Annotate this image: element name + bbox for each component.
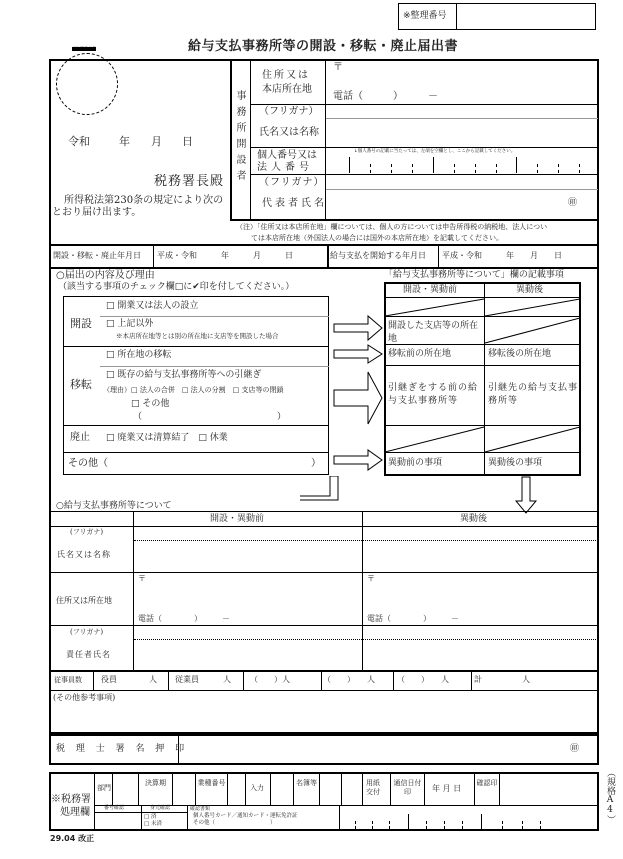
receipt-stamp-label: 税務署受付印 (72, 46, 96, 51)
dates-label2: 給与支払を開始する年月日 (330, 251, 426, 260)
checkbox-business-start[interactable]: □ 開業又は法人の設立 (106, 301, 199, 311)
checkbox-succession[interactable]: □ 既存の給与支払事務所等への引継ぎ (106, 370, 262, 380)
other-notes-label: (その他参考事項) (53, 693, 116, 702)
identity-done-checkbox[interactable]: □ 済 (144, 814, 157, 820)
arrow-right-icon (334, 372, 382, 424)
arrow-down-bend-icon (300, 476, 338, 516)
office-use-col-confirm: 確認印 (476, 779, 498, 787)
number-label-line1: 個人番号又は (257, 150, 317, 161)
revision-label: 29.04 改正 (50, 834, 95, 843)
office-use-col-fiscal: 決算期 (145, 779, 166, 787)
arrow-right-icon (334, 450, 382, 470)
group-other-close: ） (311, 458, 321, 469)
reason-arrows (330, 310, 386, 480)
manager-name-label: 責任者氏名 (66, 650, 111, 659)
office-number-field[interactable] (340, 806, 598, 830)
reason-heading: ○届出の内容及び理由 (56, 270, 155, 281)
employees-custom-1[interactable]: （ ）人 (250, 675, 290, 684)
reason-instruction: （該当する事項のチェック欄□に✔印を付してください。） (58, 282, 295, 292)
group-move-label: 移転 (70, 378, 92, 391)
address-label-line2: 本店所在地 (262, 84, 312, 95)
identity-check-label: 身元確認 (150, 805, 171, 811)
entry-before-1: 開設した支店等の所在地 (388, 321, 479, 344)
checkbox-move-other[interactable]: □ その他 (131, 399, 170, 409)
dates-value1[interactable]: 平成・令和 年 月 日 (157, 251, 293, 260)
postal-mark: 〒 (333, 62, 343, 73)
reference-number-field[interactable] (458, 4, 594, 29)
applicant-phone: 電話（ ） － (333, 91, 438, 102)
docs-line1: 個人番号カード／通知カード・運転免許証 (193, 813, 298, 819)
address-label-line1: 住所又は (262, 70, 310, 81)
office-use-col-postmark: 通信日付印 (393, 779, 422, 796)
group-open-note: ※本店所在地等とは別の所在地に支店等を開設した場合 (116, 332, 279, 340)
office-use-col-date: 年 月 日 (432, 784, 462, 793)
office-phone-after: 電話（ ） － (367, 614, 459, 623)
checkbox-closure[interactable]: □ 廃業又は清算結了 □ 休業 (106, 433, 228, 443)
move-reason-options[interactable]: （理由）□ 法人の合併 □ 法人の分割 □ 支店等の閉鎖 (103, 386, 284, 394)
office-col-after: 異動後 (460, 514, 488, 524)
other-reason-field[interactable] (120, 454, 310, 474)
dates-value2[interactable]: 平成・令和 年 月 日 (442, 251, 562, 260)
office-use-col-dept: 部門 (97, 784, 111, 792)
addressee: 税務署長殿 (154, 174, 225, 189)
group-other-label: その他（ (68, 458, 108, 469)
identity-not-done-checkbox[interactable]: □ 未済 (144, 821, 162, 827)
employees-label: 従事員数 (54, 676, 82, 684)
date-month: 月 (151, 135, 162, 148)
name-label: 氏名又は名称 (259, 127, 319, 138)
office-postal-after: 〒 (367, 574, 375, 583)
checkbox-other-than-above[interactable]: □ 上記以外 (106, 319, 154, 329)
applicant-note-line1: （注）「住所又は本店所在地」欄については、個人の方については申告所得税の納税地、法人につい (236, 223, 548, 231)
arrow-down-icon (516, 477, 536, 513)
office-use-col-form: 用紙交付 (366, 779, 380, 796)
group-open-label: 開設 (70, 317, 92, 330)
employees-staff[interactable]: 従業員 人 (175, 675, 231, 684)
paper-size-label: （規格A4） (605, 768, 615, 824)
applicant-note-line2: ては本店所在地（外国法人の場合には国外の本店所在地）を記載してください。 (251, 234, 503, 242)
group-close-label: 廃止 (70, 432, 90, 443)
individual-number-field[interactable] (326, 148, 598, 174)
employees-total[interactable]: 計 人 (474, 675, 530, 684)
office-phone-before: 電話（ ） － (138, 614, 230, 623)
office-address-before-field[interactable] (134, 573, 362, 625)
date-day: 日 (182, 135, 193, 148)
office-use-col-registry: 名簿等 (296, 779, 317, 787)
office-name-before-field[interactable] (134, 527, 362, 572)
employees-custom-2[interactable]: （ ） 人 (323, 675, 375, 684)
office-heading: ○給与支払事務所等について (56, 501, 172, 511)
reference-number-box (398, 3, 596, 30)
applicant-name-field[interactable] (326, 105, 598, 147)
office-use-label-line2: 処理欄 (60, 807, 90, 818)
arrow-right-icon (334, 316, 382, 340)
checkbox-relocation[interactable]: □ 所在地の移転 (106, 350, 172, 360)
statement-line2: とおり届け出ます。 (52, 207, 142, 218)
move-other-paren[interactable]: （ ） (133, 412, 287, 422)
docs-label: 確認書類 (190, 806, 211, 812)
date-era: 令和 (68, 135, 90, 148)
date-year: 年 (119, 135, 130, 148)
office-furigana-label: (フリガナ) (70, 528, 104, 536)
docs-line2: その他（ ） (193, 820, 276, 826)
applicant-address-field[interactable] (326, 60, 598, 104)
other-notes-field[interactable] (51, 704, 597, 732)
manager-before-field[interactable] (134, 626, 362, 670)
office-name-label: 氏名又は名称 (57, 550, 111, 559)
furigana-label: （フリガナ） (259, 106, 319, 117)
office-use-col-input: 入力 (250, 784, 264, 792)
entries-heading: 「給与支払事務所等について」欄の記載事項 (384, 270, 564, 280)
manager-furigana-label: (フリガナ) (70, 628, 104, 636)
office-address-label: 住所又は所在地 (56, 596, 112, 605)
arrow-right-icon (334, 345, 382, 363)
office-postal-before: 〒 (138, 574, 146, 583)
representative-name-field[interactable] (326, 175, 598, 220)
entry-before-5: 異動前の事項 (388, 458, 443, 468)
office-name-after-field[interactable] (363, 527, 598, 572)
tax-accountant-seal-icon: ㊞ (570, 744, 580, 754)
entry-before-2: 移転前の所在地 (388, 349, 452, 359)
entry-after-3: 引継先の給与支払事務所等 (488, 383, 579, 406)
tax-accountant-label: 税 理 士 署 名 押 印 (56, 744, 189, 754)
dates-label1: 開設・移転・廃止年月日 (53, 251, 141, 260)
entries-col-after: 異動後 (516, 285, 544, 295)
office-address-after-field[interactable] (363, 573, 598, 625)
entry-after-5: 異動後の事項 (488, 458, 543, 468)
employees-officers[interactable]: 役員 人 (101, 675, 157, 684)
applicant-section-label: 事務所開設者 (234, 90, 245, 186)
entries-col-before: 開設・異動前 (403, 285, 458, 295)
entry-after-2: 移転後の所在地 (488, 349, 552, 359)
number-label-line2: 法人番号 (257, 162, 313, 173)
number-check-label: 番号確認 (104, 805, 125, 811)
office-use-label-line1: ※税務署 (51, 794, 91, 805)
statement-line1: 所得税法第230条の規定により次の (64, 195, 224, 206)
reference-number-label: ※整理番号 (403, 11, 447, 21)
rep-seal-icon: ㊞ (568, 198, 578, 208)
office-col-before: 開設・異動前 (210, 514, 265, 524)
form-title: 給与支払事務所等の開設・移転・廃止届出書 (188, 39, 459, 54)
tax-accountant-field[interactable] (179, 735, 597, 764)
rep-name-label: 代表者氏名 (262, 198, 327, 209)
employees-custom-3[interactable]: （ ） 人 (397, 675, 449, 684)
number-note: ↓個人番号の記載に当たっては、左端を空欄とし、ここから記載してください。 (354, 149, 516, 154)
office-use-col-industry: 業種番号 (197, 779, 226, 787)
entry-before-3: 引継ぎをする前の給与支払事務所等 (388, 383, 479, 406)
rep-furigana-label: （フリガナ） (259, 177, 325, 188)
manager-after-field[interactable] (363, 626, 598, 670)
